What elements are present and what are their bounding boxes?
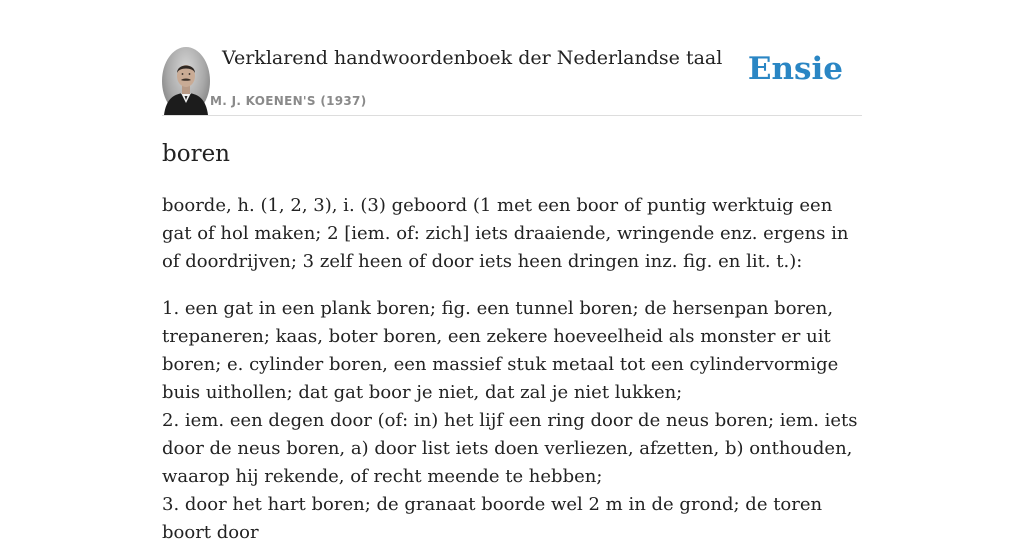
entry-senses bbox=[162, 295, 862, 547]
entry-body bbox=[162, 192, 862, 547]
sense-item: 2. iem. een degen door (of: in) het lijf een ring door de neus boren; iem. iets door de neus boren, a) door list iets doen verliezen, afzetten, b) onthouden, waarop hij rekende, of recht meende te hebben; bbox=[162, 410, 858, 487]
author-credit: M. J. KOENEN'S (1937) bbox=[210, 94, 367, 108]
entry-headword: boren bbox=[162, 141, 230, 167]
sense-item: 1. een gat in een plank boren; fig. een tunnel boren; de hersenpan boren, trepaneren; kaas, boter boren, een zekere hoeveelheid als monster er uit boren; e. cylinder boren, een massief stuk metaal tot een cylindervormige buis uithollen; dat gat boor je niet, dat zal je niet lukken; bbox=[162, 298, 839, 403]
book-title: Verklarend handwoordenboek der Nederlandse taal bbox=[222, 47, 723, 69]
page bbox=[162, 0, 862, 543]
dictionary-header bbox=[162, 0, 862, 116]
author-portrait bbox=[162, 47, 210, 115]
sense-item: 3. door het hart boren; de granaat boorde wel 2 m in de grond; de toren boort door bbox=[162, 494, 823, 543]
entry-definition: boorde, h. (1, 2, 3), i. (3) geboord (1 met een boor of puntig werktuig een gat of hol maken; 2 [iem. of: zich] iets draaiende, wringende enz. ergens in of doordrijven; 3 zelf heen of door iets heen dringen inz. fig. en lit. t.): bbox=[162, 195, 849, 272]
ensie-logo[interactable]: Ensie bbox=[747, 51, 843, 87]
